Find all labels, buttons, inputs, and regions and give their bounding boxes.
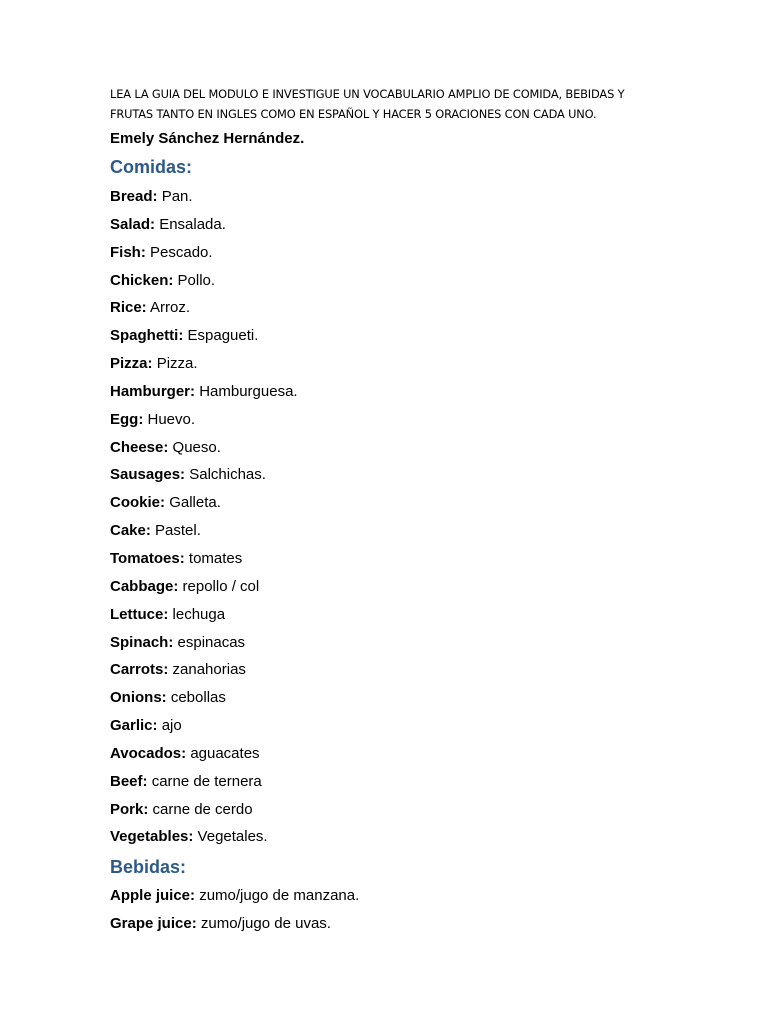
spanish-translation: Salchichas. <box>189 466 266 484</box>
vocabulary-entry <box>110 410 298 438</box>
vocabulary-entry <box>110 382 298 410</box>
vocabulary-entry <box>110 187 298 215</box>
vocabulary-entry <box>110 354 298 382</box>
vocabulary-entry <box>110 605 298 633</box>
english-term: Cookie: <box>110 494 166 512</box>
english-term: Carrots: <box>110 661 169 679</box>
english-term: Garlic: <box>110 717 158 735</box>
vocabulary-entry <box>110 577 298 605</box>
spanish-translation: repollo / col <box>182 577 260 595</box>
author-name: Emely Sánchez Hernández. <box>110 130 305 147</box>
english-term: Bread: <box>110 188 158 205</box>
spanish-translation: zumo/jugo de uvas. <box>200 914 331 932</box>
vocabulary-entry <box>110 521 298 549</box>
english-term: Pizza: <box>110 355 153 373</box>
spanish-translation: aguacates <box>190 744 260 762</box>
english-term: Cabbage: <box>110 577 179 595</box>
vocabulary-entry <box>110 215 298 243</box>
english-term: Hamburger: <box>110 382 196 400</box>
english-term: Beef: <box>110 772 148 790</box>
vocabulary-entry <box>110 493 298 521</box>
english-term: Fish: <box>110 243 146 261</box>
vocabulary-entry <box>110 827 298 855</box>
spanish-translation: carne de cerdo <box>152 800 253 818</box>
english-term: Rice: <box>110 299 147 317</box>
spanish-translation: Pan. <box>161 188 193 205</box>
spanish-translation: lechuga <box>172 605 226 623</box>
vocabulary-entry <box>110 800 298 828</box>
vocabulary-entry <box>110 549 298 577</box>
vocabulary-entry <box>110 326 298 354</box>
section-heading-bebidas: Bebidas: <box>110 857 187 877</box>
english-term: Cake: <box>110 522 151 540</box>
spanish-translation: Pollo. <box>177 271 216 289</box>
english-term: Onions: <box>110 689 167 707</box>
english-term: Spaghetti: <box>110 327 184 345</box>
english-term: Pork: <box>110 800 149 818</box>
spanish-translation: tomates <box>188 549 243 567</box>
vocabulary-entry <box>110 465 298 493</box>
vocabulary-entry <box>110 298 298 326</box>
vocabulary-entry <box>110 886 359 914</box>
english-term: Salad: <box>110 215 156 233</box>
spanish-translation: Arroz. <box>150 299 191 317</box>
english-term: Chicken: <box>110 271 174 289</box>
vocabulary-entry <box>110 914 359 942</box>
english-term: Grape juice: <box>110 914 197 932</box>
english-term: Lettuce: <box>110 605 169 623</box>
spanish-translation: zumo/jugo de manzana. <box>199 887 360 904</box>
vocabulary-entry <box>110 271 298 299</box>
vocabulary-entry <box>110 688 298 716</box>
vocabulary-entry <box>110 438 298 466</box>
english-term: Spinach: <box>110 633 174 651</box>
spanish-translation: Queso. <box>172 438 221 456</box>
spanish-translation: zanahorias <box>172 661 246 679</box>
vocabulary-list-comidas <box>110 187 298 855</box>
spanish-translation: Huevo. <box>147 410 196 428</box>
spanish-translation: cebollas <box>170 689 226 707</box>
english-term: Egg: <box>110 410 144 428</box>
english-term: Apple juice: <box>110 887 196 904</box>
english-term: Cheese: <box>110 438 169 456</box>
section-heading-comidas: Comidas: <box>110 157 193 177</box>
vocabulary-entry <box>110 243 298 271</box>
spanish-translation: Pastel. <box>155 522 201 540</box>
vocabulary-entry <box>110 633 298 661</box>
assignment-instructions <box>110 84 670 124</box>
vocabulary-entry <box>110 716 298 744</box>
spanish-translation: Galleta. <box>169 494 221 512</box>
spanish-translation: Ensalada. <box>159 215 226 233</box>
instructions-line-2: FRUTAS TANTO EN INGLES COMO EN ESPAÑOL Y HACER 5 ORACIONES CON CADA UNO. <box>110 107 597 121</box>
vocabulary-entry <box>110 660 298 688</box>
spanish-translation: Pizza. <box>156 355 198 373</box>
english-term: Tomatoes: <box>110 549 185 567</box>
instructions-line-1: LEA LA GUIA DEL MODULO E INVESTIGUE UN VOCABULARIO AMPLIO DE COMIDA, BEBIDAS Y <box>110 87 625 101</box>
spanish-translation: Vegetales. <box>197 828 268 846</box>
spanish-translation: Pescado. <box>150 243 213 261</box>
vocabulary-list-bebidas <box>110 886 359 942</box>
spanish-translation: espinacas <box>177 633 246 651</box>
spanish-translation: Hamburguesa. <box>199 382 298 400</box>
english-term: Vegetables: <box>110 828 194 846</box>
spanish-translation: carne de ternera <box>151 772 262 790</box>
vocabulary-entry <box>110 744 298 772</box>
spanish-translation: Espagueti. <box>187 327 259 345</box>
english-term: Sausages: <box>110 466 186 484</box>
spanish-translation: ajo <box>161 717 182 735</box>
english-term: Avocados: <box>110 744 187 762</box>
vocabulary-entry <box>110 772 298 800</box>
